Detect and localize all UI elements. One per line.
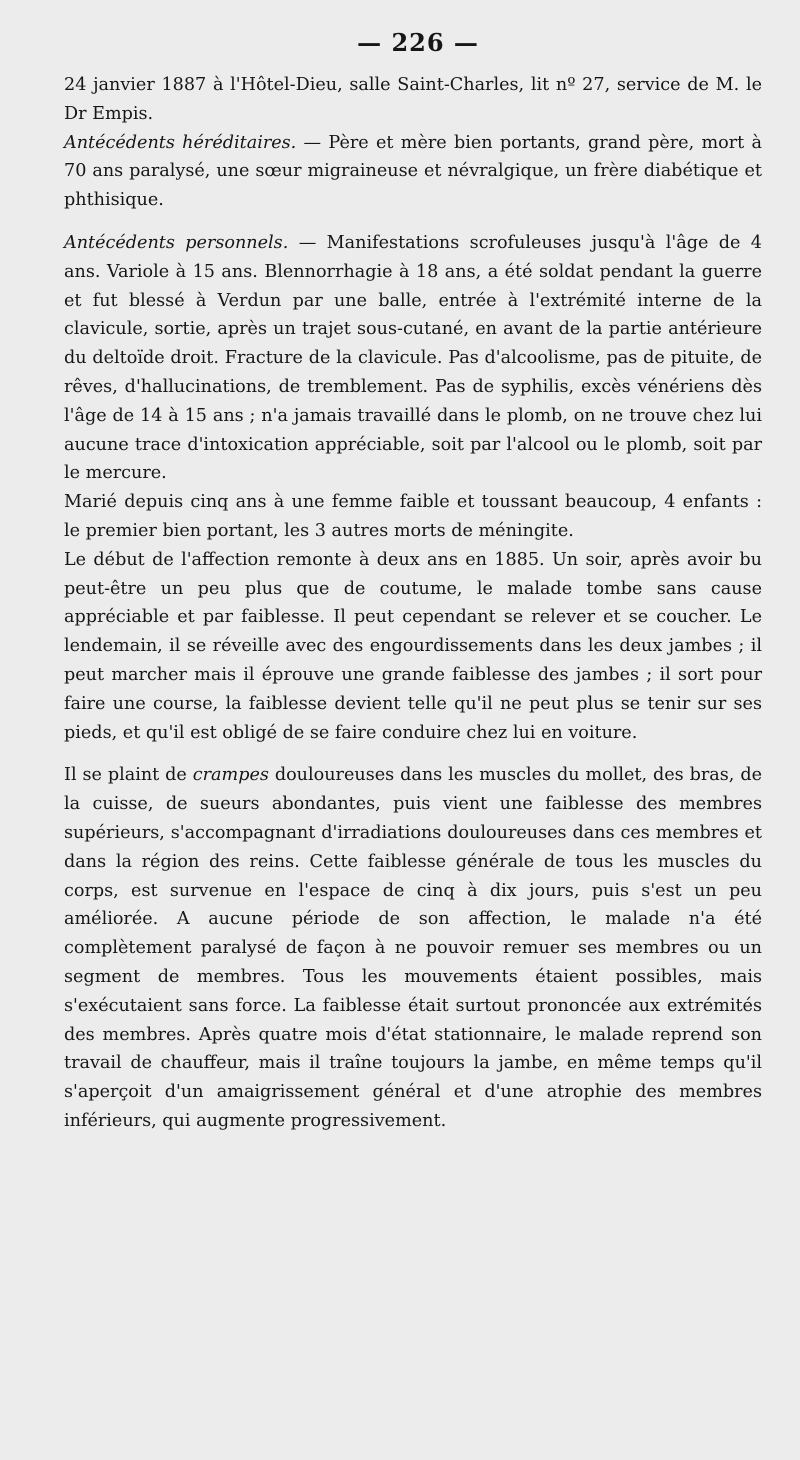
paragraph-text: douloureuses dans les muscles du mollet, des bras, de la cuisse, de sueurs abondantes, puis vient une faiblesse des membres supérieurs, s'accompagnant d'irradiations douloureuses dans ces membres et dans la région des reins. Cette faiblesse générale de tous les muscles du corps, est survenue en l'espace de cinq à dix jours, puis s'est un peu améliorée. A aucune période de son affection, le malade n'a été complètement paralysé de façon à ne pouvoir remuer ses membres ou un segment de membres. Tous les mouvements étaient possibles, mais s'exécutaient sans force. La faiblesse était surtout prononcée aux extrémités des membres. Après quatre mois d'état stationnaire, le malade reprend son travail de chauffeur, mais il traîne toujours la jambe, en même temps qu'il s'aperçoit d'un amaigrissement général et d'une atrophie des membres inférieurs, qui augmente progressivement. — [64, 765, 762, 1131]
paragraph-text: Le début de l'affection remonte à deux ans en 1885. Un soir, après avoir bu peut-être un peu plus que de coutume, le malade tombe sans cause appréciable et par faiblesse. Il peut cependant se relever et se coucher. Le lendemain, il se réveille avec des engourdissements dans les deux jambes ; il peut marcher mais il éprouve une grande faiblesse des jambes ; il sort pour faire une course, la faiblesse devient telle qu'il ne peut plus se tenir sur ses pieds, et qu'il est obligé de se faire conduire chez lui en voiture. — [64, 549, 762, 743]
paragraph-cramps — [64, 761, 762, 1135]
page-number: — 226 — — [357, 28, 479, 57]
paragraph-text: 24 janvier 1887 à l'Hôtel-Dieu, salle Saint-Charles, lit nº 27, service de M. le Dr Empis. — [64, 75, 762, 124]
paragraph-family — [64, 488, 762, 546]
paragraph-hereditary-history — [64, 129, 762, 215]
paragraph-text-pre: Il se plaint de — [64, 765, 193, 786]
paragraph-text: — Père et mère bien portants, grand père, mort à 70 ans paralysé, une sœur migraineuse et névralgique, un frère diabétique et phthisique. — [64, 132, 762, 211]
paragraph-onset — [64, 546, 762, 748]
paragraph-text: — Manifestations scrofuleuses jusqu'à l'âge de 4 ans. Variole à 15 ans. Blennorrhagie à 18 ans, a été soldat pendant la guerre et fut blessé à Verdun par une balle, entrée à l'extrémité interne de la clavicule, sortie, après un trajet sous-cutané, en avant de la partie antérieure du deltoïde droit. Fracture de la clavicule. Pas d'alcoolisme, pas de pituite, de rêves, d'hallucinations, de tremblement. Pas de syphilis, excès vénériens dès l'âge de 14 à 15 ans ; n'a jamais travaillé dans le plomb, on ne trouve chez lui aucune trace d'intoxication appréciable, soit par l'alcool ou le plomb, soit par le mercure. — [64, 232, 762, 484]
paragraph-personal-history — [64, 229, 762, 488]
paragraph-text: Marié depuis cinq ans à une femme faible et toussant beaucoup, 4 enfants : le premier bien portant, les 3 autres morts de méningite. — [64, 492, 762, 541]
paragraph-admission — [64, 71, 762, 129]
section-heading-hereditary: Antécédents héréditaires. — [64, 132, 297, 153]
section-heading-personal: Antécédents personnels. — [64, 232, 289, 253]
emphasis-cramps: crampes — [192, 765, 269, 786]
